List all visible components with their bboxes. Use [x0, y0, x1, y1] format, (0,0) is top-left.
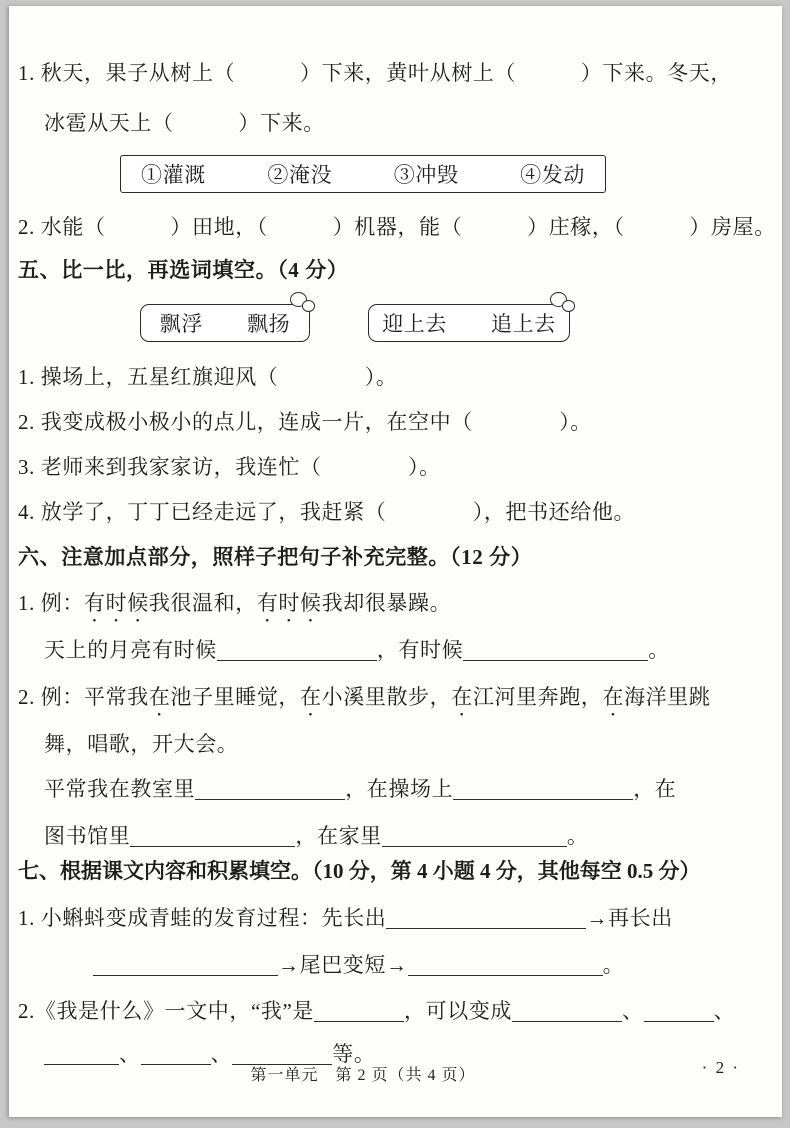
answer-blank [408, 954, 603, 976]
answer-blank [217, 639, 377, 661]
q7-1-line1 [18, 903, 673, 933]
text-segment: ，在家里 [295, 824, 382, 848]
section5-header: 五、比一比，再选词填空。（4 分） [18, 258, 349, 282]
text-segment: 2.《我是什么》一文中，“我”是 [18, 999, 314, 1023]
word-bank-option-3: ③冲毁 [393, 163, 459, 187]
q6-2-fill-line1 [44, 774, 676, 804]
punctuation-separator: 、 [119, 1042, 141, 1066]
q4-2-line: 2. 水能（ ）田地，（ ）机器，能（ ）庄稼，（ ）房屋。 [18, 215, 776, 239]
text-segment: →再长出 [586, 906, 673, 930]
text-segment: 小溪里散步， [321, 685, 452, 709]
q7-2-line1 [18, 996, 735, 1026]
text-segment: 2. 例：平常我 [18, 685, 149, 709]
word-choice-box-2 [368, 304, 570, 342]
q5-2-line: 2. 我变成极小极小的点儿，连成一片，在空中（ ）。 [18, 410, 592, 434]
answer-blank [453, 778, 633, 800]
text-segment: 图书馆里 [44, 824, 131, 848]
text-segment: 等。 [332, 1042, 376, 1066]
emphasized-text: 有时候 [256, 591, 322, 615]
emphasized-text: 在 [300, 685, 322, 709]
q4-1-line2: 冰雹从天上（ ）下来。 [44, 111, 325, 135]
choice-word: 迎上去 [382, 312, 447, 336]
text-segment: 江河里奔跑， [472, 685, 603, 709]
word-choice-box-1 [140, 304, 310, 342]
emphasized-text: 有时候 [84, 591, 149, 615]
q5-1-line: 1. 操场上，五星红旗迎风（ ）。 [18, 365, 398, 389]
q6-1-fill-line [44, 635, 670, 665]
answer-blank [195, 778, 345, 800]
text-segment: ，在 [633, 777, 677, 801]
answer-blank [386, 907, 586, 929]
word-bank-box [120, 155, 606, 193]
answer-blank [93, 954, 278, 976]
text-segment: 平常我在教室里 [44, 777, 196, 801]
text-segment: 1. 小蝌蚪变成青蛙的发育过程：先长出 [18, 906, 387, 930]
q5-3-line: 3. 老师来到我家家访，我连忙（ ）。 [18, 455, 441, 479]
text-segment: 我很温和， [148, 591, 257, 615]
answer-blank [130, 825, 295, 847]
q6-2-fill-line2 [44, 821, 588, 851]
text-segment: 。 [648, 638, 670, 662]
word-bank-option-4: ④发动 [520, 163, 585, 187]
emphasized-text: 在 [451, 685, 473, 709]
choice-word: 追上去 [491, 312, 556, 336]
footer-page-number: · 2 · [701, 1058, 740, 1077]
choice-word: 飘扬 [247, 312, 291, 336]
section6-header: 六、注意加点部分，照样子把句子补充完整。（12 分） [18, 545, 533, 569]
answer-blank [644, 1000, 714, 1022]
punctuation-separator: 、 [622, 999, 644, 1023]
text-segment: 池子里睡觉， [170, 685, 301, 709]
punctuation-separator: 、 [210, 1042, 233, 1066]
q7-1-line2 [93, 950, 624, 980]
q4-1-line1: 1. 秋天，果子从树上（ ）下来，黄叶从树上（ ）下来。冬天， [18, 61, 732, 85]
emphasized-text: 在 [148, 685, 171, 709]
answer-blank [463, 639, 648, 661]
word-bank-option-1: ①灌溉 [141, 163, 206, 187]
word-bank-option-2: ②淹没 [267, 163, 333, 187]
emphasized-text: 在 [602, 685, 625, 709]
q6-2-example-line1 [18, 682, 710, 721]
text-segment: →尾巴变短→ [278, 953, 408, 977]
text-segment: 天上的月亮有时候 [44, 638, 217, 662]
q6-2-example-line2: 舞，唱歌，开大会。 [44, 732, 239, 756]
text-segment: 海洋里跳 [624, 685, 711, 709]
text-segment: ，有时候 [376, 638, 464, 662]
text-segment: ，在操场上 [345, 777, 454, 801]
answer-blank [314, 1000, 404, 1022]
q6-1-example-line [18, 588, 451, 627]
cloud-icon [550, 292, 580, 316]
cloud-icon [290, 292, 320, 316]
text-segment: ，可以变成 [404, 999, 512, 1023]
text-segment: 1. 例： [18, 591, 84, 615]
answer-blank [382, 825, 567, 847]
section7-header: 七、根据课文内容和积累填空。（10 分，第 4 小题 4 分，其他每空 0.5 分） [18, 859, 701, 883]
punctuation-separator: 、 [713, 999, 736, 1023]
answer-blank [512, 1000, 622, 1022]
choice-word: 飘浮 [159, 312, 203, 336]
q5-4-line: 4. 放学了，丁丁已经走远了，我赶紧（ ），把书还给他。 [18, 500, 636, 524]
text-segment: 。 [566, 824, 589, 848]
footer-unit-page-info: 第一单元 第 2 页（共 4 页） [250, 1067, 476, 1084]
text-segment: 。 [602, 953, 625, 977]
text-segment: 我却很暴躁。 [321, 591, 452, 615]
